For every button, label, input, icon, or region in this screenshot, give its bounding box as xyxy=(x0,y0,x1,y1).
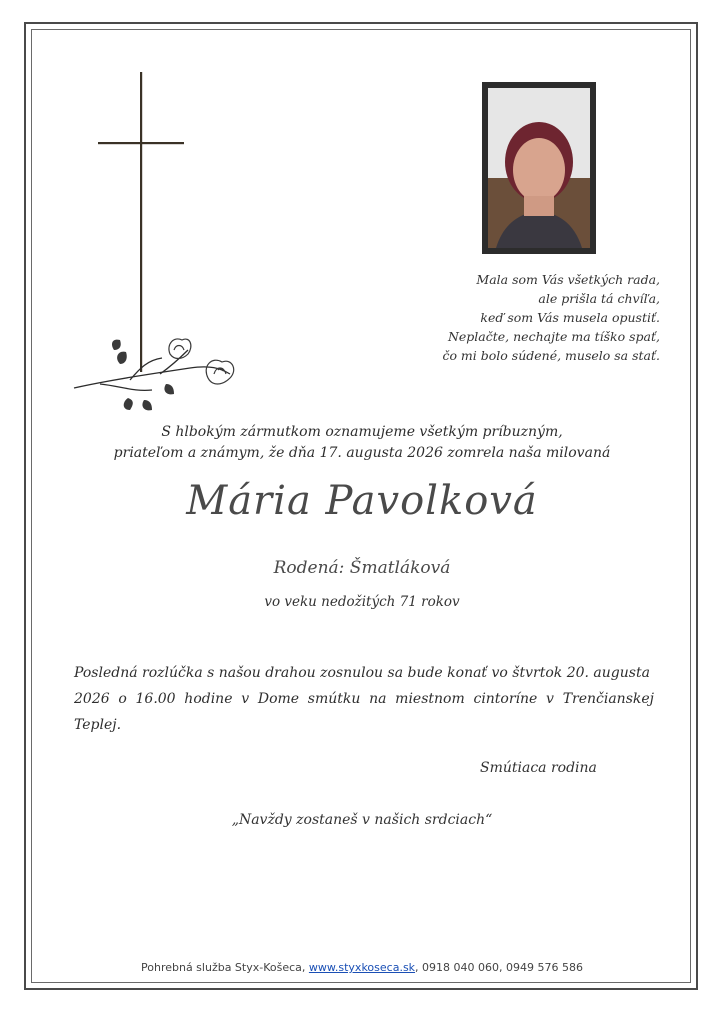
funeral-line: Posledná rozlúčka s našou drahou zosnulou sa bude konať vo štvrtok 20. augusta xyxy=(74,665,650,681)
cross-icon xyxy=(98,72,184,372)
maiden-name: Rodená: Šmatláková xyxy=(273,558,451,578)
poem-line: čo mi bolo súdené, muselo sa stať. xyxy=(442,348,660,363)
poem-line: Neplačte, nechajte ma tíško spať, xyxy=(447,329,660,344)
funeral-line: 2026 o 16.00 hodine v Dome smútku na miestnom cintoríne v Trenčianskej Teplej. xyxy=(74,691,654,733)
intro-line: priateľom a známym, že dňa 17. augusta 2026 zomrela naša milovaná xyxy=(113,445,611,461)
footer xyxy=(0,961,724,974)
deceased-name: Mária Pavolková xyxy=(186,478,538,524)
memorial-quote: „Navždy zostaneš v našich srdciach“ xyxy=(231,812,493,828)
announcement-intro xyxy=(0,422,724,464)
footer-phones: , 0918 040 060, 0949 576 586 xyxy=(415,961,583,974)
portrait-image xyxy=(488,88,590,248)
footer-company: Pohrebná služba Styx-Košeca, xyxy=(141,961,306,974)
rose-bloom-icon xyxy=(169,339,234,384)
portrait-silhouette-icon xyxy=(488,88,590,248)
funeral-details xyxy=(74,660,654,738)
poem-line: keď som Vás musela opustiť. xyxy=(480,310,660,325)
poem-line: Mala som Vás všetkých rada, xyxy=(476,272,660,287)
website-link[interactable]: www.styxkoseca.sk xyxy=(308,961,416,974)
poem-line: ale prišla tá chvíľa, xyxy=(538,291,660,306)
family-signature: Smútiaca rodina xyxy=(480,760,597,776)
cross-with-roses-icon xyxy=(70,68,250,428)
poem xyxy=(412,270,660,365)
age-text: vo veku nedožitých 71 rokov xyxy=(264,594,460,610)
portrait-photo xyxy=(482,82,596,254)
intro-line: S hlbokým zármutkom oznamujeme všetkým príbuzným, xyxy=(161,424,563,440)
